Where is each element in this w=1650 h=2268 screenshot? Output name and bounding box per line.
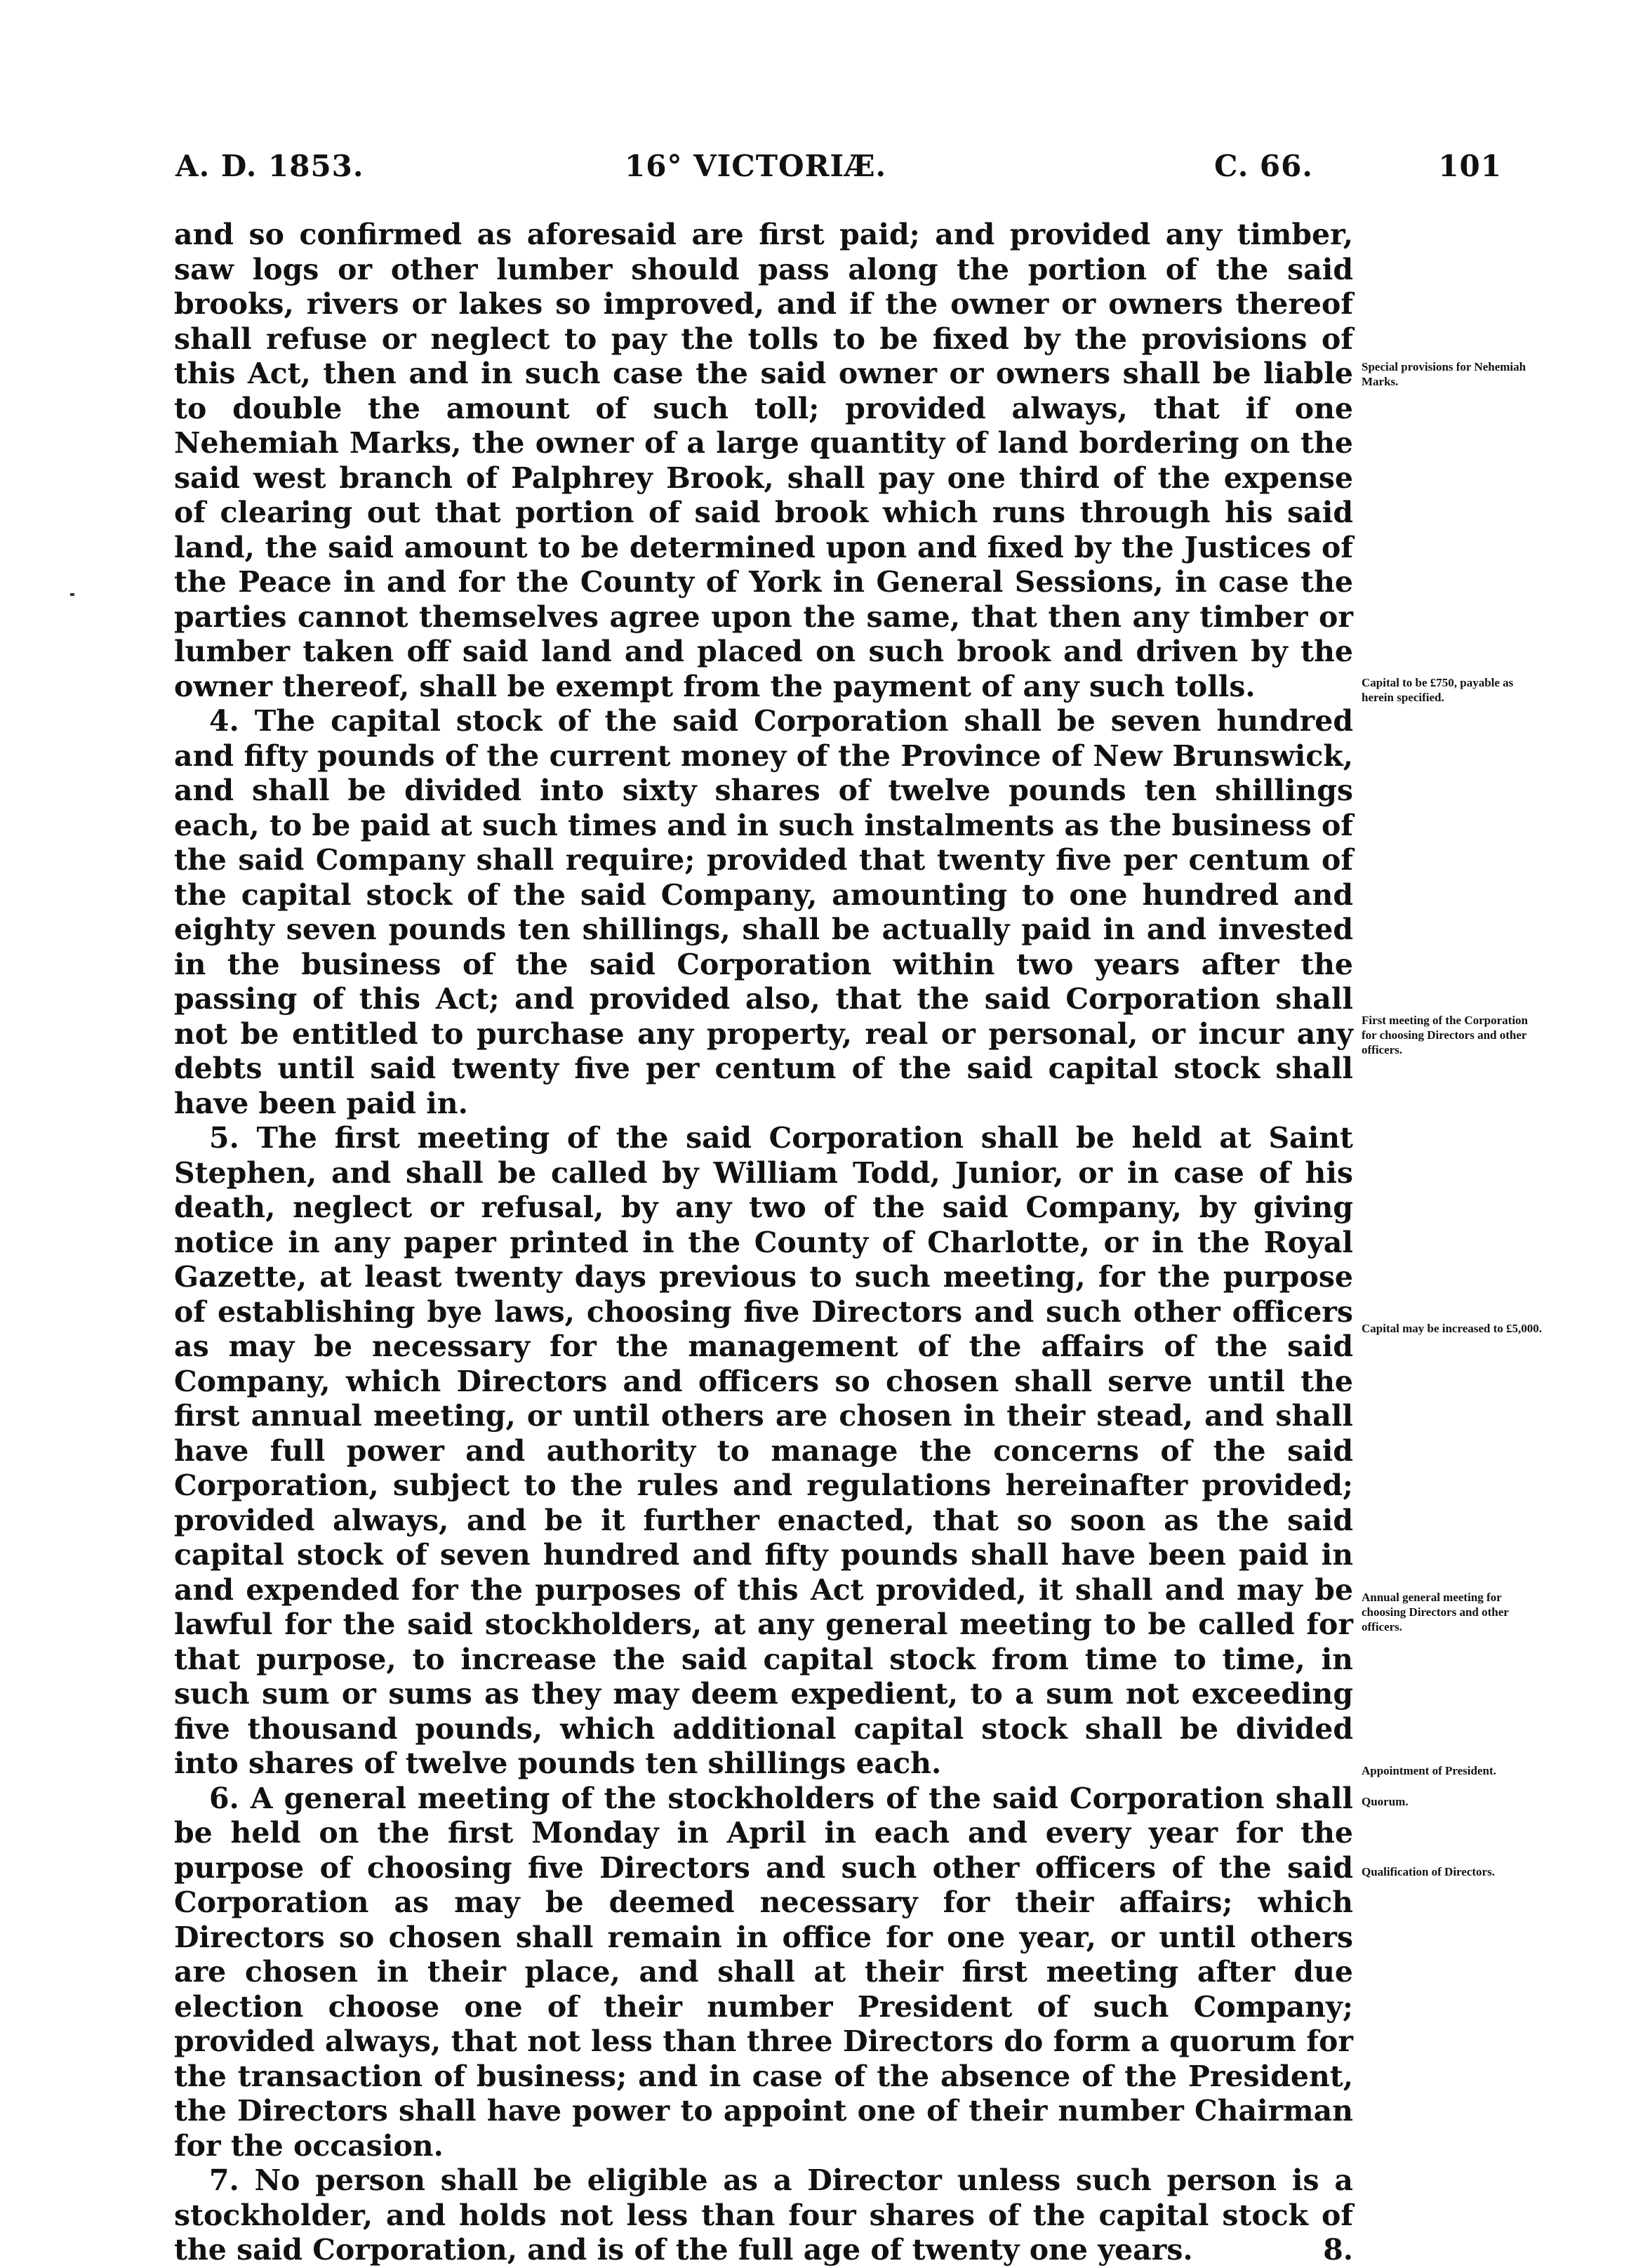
statute-body	[174, 218, 1353, 2268]
running-header	[175, 149, 1502, 191]
margin-note-annual-meeting: Annual general meeting for choosing Directors and other officers.	[1362, 1591, 1509, 1633]
margin-note-quorum: Quorum.	[1362, 1795, 1409, 1808]
section-7-paragraph	[174, 2163, 1353, 2268]
continuation-paragraph: and so confirmed as aforesaid are first paid; and provided any timber, saw logs or other lumber should pass along the portion of the said brooks, rivers or lakes so improved, and if the owner or owners thereof shall refuse or neglect to pay the tolls to be fixed by the provisions of this Act, then and in such case the said owner or owners shall be liable to double the amount of such toll; provided always, that if one Nehemiah Marks, the owner of a large quantity of land bordering on the said west branch of Palphrey Brook, shall pay one third of the expense of clearing out that portion of said brook which runs through his said land, the said amount to be determined upon and fixed by the Justices of the Peace in and for the County of York in General Sessions, in case the parties cannot themselves agree upon the same, that then any timber or lumber taken off said land and placed on such brook and driven by the owner thereof, shall be exempt from the payment of any such tolls.	[174, 218, 1353, 703]
section-4-paragraph: 4. The capital stock of the said Corporation shall be seven hundred and fifty pounds of the current money of the Province of New Brunswick, and shall be divided into sixty shares of twelve pounds ten shillings each, to be paid at such times and in such instalments as the business of the said Company shall require; provided that twenty five per centum of the capital stock of the said Company, amounting to one hundred and eighty seven pounds ten shillings, shall be actually paid in and invested in the business of the said Corporation within two years after the passing of this Act; and provided also, that the said Corporation shall not be entitled to purchase any property, real or personal, or incur any debts until said twenty five per centum of the said capital stock shall have been paid in.	[174, 704, 1353, 1120]
page-number: 101	[1438, 149, 1502, 183]
margin-note-president: Appointment of President.	[1362, 1764, 1496, 1777]
section-5-paragraph: 5. The first meeting of the said Corporation shall be held at Saint Stephen, and shall be called by William Todd, Junior, or in case of his death, neglect or refusal, by any two of the said Company, by giving notice in any paper printed in the County of Charlotte, or in the Royal Gazette, at least twenty days previous to such meeting, for the purpose of establishing bye laws, choosing five Directors and such other officers as may be necessary for the management of the affairs of the said Company, which Directors and officers so chosen shall serve until the first annual meeting, or until others are chosen in their stead, and shall have full power and authority to manage the concerns of the said Corporation, subject to the rules and regulations hereinafter provided; provided always, and be it further enacted, that so soon as the said capital stock of seven hundred and fifty pounds shall have been paid in and expended for the purposes of this Act provided, it shall and may be lawful for the said stockholders, at any general meeting to be called for that purpose, to increase the said capital stock from time to time, in such sum or sums as they may deem expedient, to a sum not exceeding five thousand pounds, which additional capital stock shall be divided into shares of twelve pounds ten shillings each.	[174, 1121, 1353, 1780]
header-chapter: C. 66.	[1214, 149, 1314, 183]
margin-note-nehemiah-marks: Special provisions for Nehemiah Marks.	[1362, 360, 1526, 388]
margin-note-first-meeting: First meeting of the Corporation for choosing Directors and other officers.	[1362, 1014, 1529, 1056]
margin-note-capital-750: Capital to be £750, payable as herein specified.	[1362, 676, 1514, 704]
header-regnal-year: 16° VICTORIÆ.	[625, 149, 887, 183]
section-6-paragraph: 6. A general meeting of the stockholders of the said Corporation shall be held on the first Monday in April in each and every year for the purpose of choosing five Directors and such other officers of the said Corporation as may be deemed necessary for their affairs; which Directors so chosen shall remain in office for one year, or until others are chosen in their place, and shall at their first meeting after due election choose one of their number President of such Company; provided always, that not less than three Directors do form a quorum for the transaction of business; and in case of the absence of the President, the Directors shall have power to appoint one of their number Chairman for the occasion.	[174, 1781, 1353, 2163]
scan-speck	[70, 593, 74, 596]
margin-note-capital-increase: Capital may be increased to £5,000.	[1362, 1322, 1543, 1335]
margin-note-qualification: Qualification of Directors.	[1362, 1865, 1495, 1878]
header-year: A. D. 1853.	[175, 149, 364, 183]
section-7-text: 7. No person shall be eligible as a Director unless such person is a stockholder, and holds not less than four shares of the capital stock of the said Corporation, and is of the full age of twenty one years.	[174, 2163, 1353, 2267]
catchword: 8.	[1323, 2233, 1353, 2267]
